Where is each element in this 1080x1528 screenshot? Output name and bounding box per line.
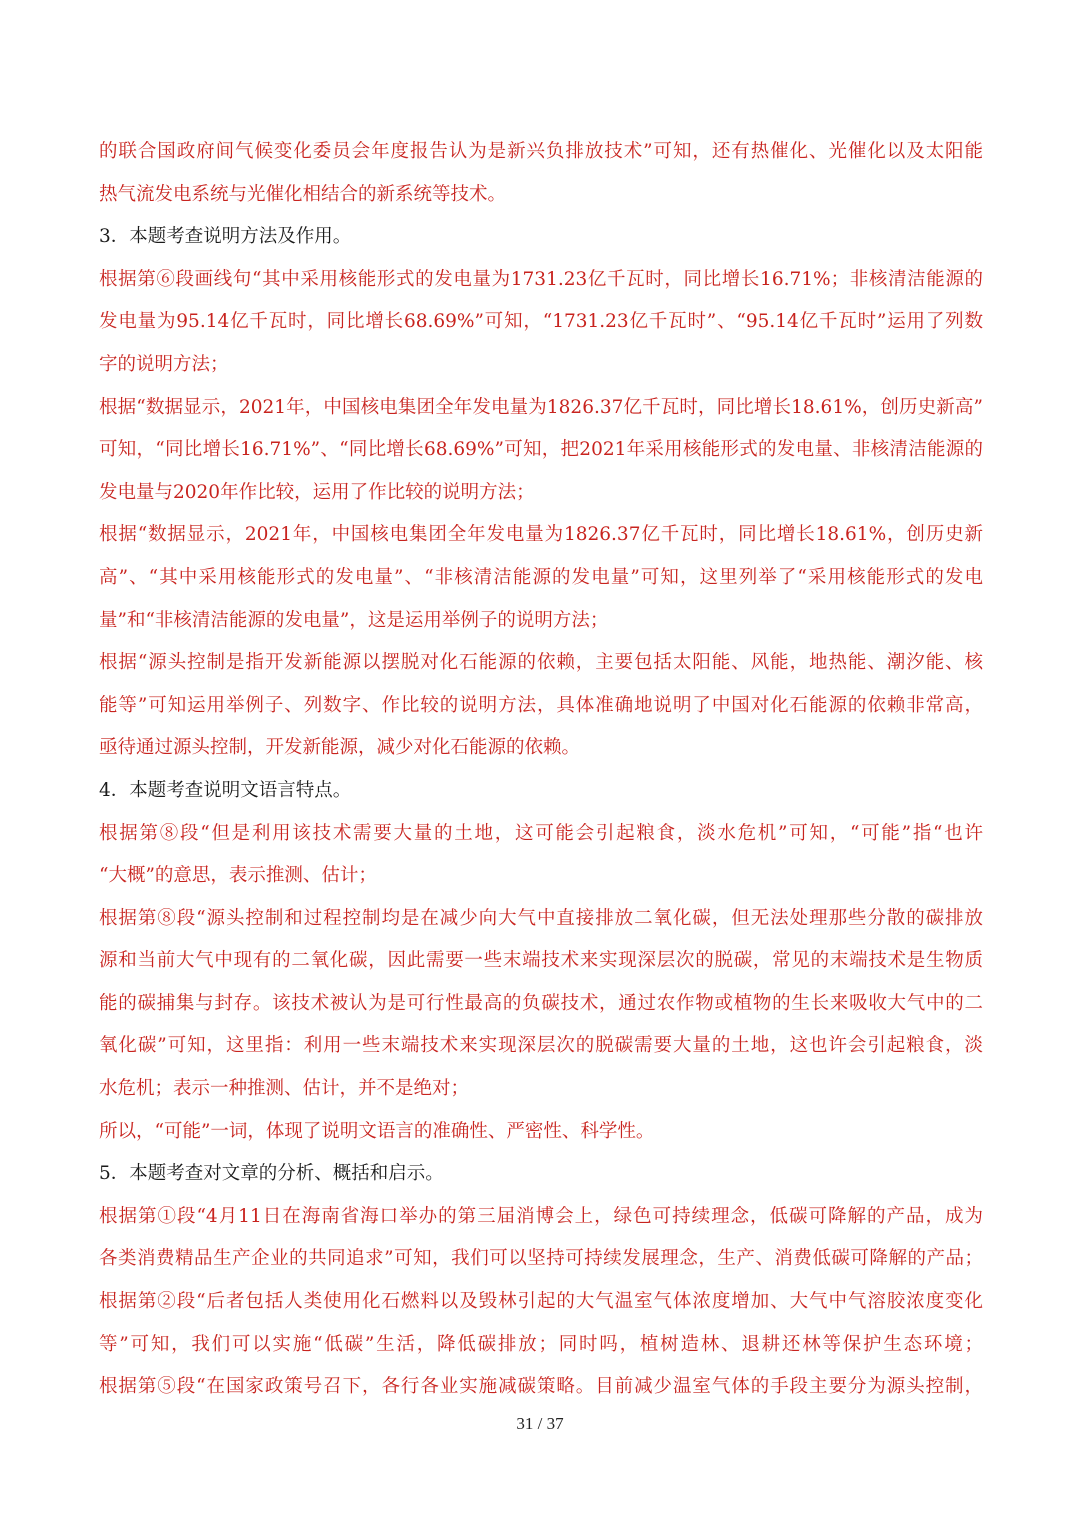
text-line: 源和当前大气中现有的二氧化碳，因此需要一些末端技术来实现深层次的脱碳，常见的末端技术是生物质 (99, 950, 983, 972)
text-line: 根据第⑤段“在国家政策号召下，各行各业实施减碳策略。目前减少温室气体的手段主要分为源头控制， (99, 1376, 983, 1398)
text-line: 量”和“非核清洁能源的发电量”，这是运用举例子的说明方法； (99, 609, 609, 631)
text-line: 各类消费精品生产企业的共同追求”可知，我们可以坚持可持续发展理念，生产、消费低碳可降解的产品； (99, 1248, 983, 1270)
text-line: 所以，“可能”一词，体现了说明文语言的准确性、严密性、科学性。 (99, 1120, 655, 1142)
text-line: 根据第⑧段“但是利用该技术需要大量的土地，这可能会引起粮食，淡水危机”可知，“可能”指“也许 (99, 822, 983, 844)
text-line: 根据“数据显示，2021年，中国核电集团全年发电量为1826.37亿千瓦时，同比增长18.61%，创历史新 (99, 524, 983, 546)
text-line: 氧化碳”可知，这里指：利用一些末端技术来实现深层次的脱碳需要大量的土地，这也许会引起粮食，淡 (99, 1035, 983, 1057)
text-line: 水危机；表示一种推测、估计，并不是绝对； (99, 1078, 470, 1100)
text-line: 能等”可知运用举例子、列数字、作比较的说明方法，具体准确地说明了中国对化石能源的依赖非常高， (99, 694, 983, 716)
text-line: 热气流发电系统与光催化相结合的新系统等技术。 (99, 183, 507, 205)
text-line: 能的碳捕集与封存。该技术被认为是可行性最高的负碳技术，通过农作物或植物的生长来吸收大气中的二 (99, 992, 983, 1014)
text-line: 亟待通过源头控制，开发新能源，减少对化石能源的依赖。 (99, 737, 581, 759)
text-line: 高”、“其中采用核能形式的发电量”、“非核清洁能源的发电量”可知，这里列举了“采用核能形式的发电 (99, 566, 983, 588)
section-heading: 3．本题考查说明方法及作用。 (99, 226, 352, 248)
text-line: 发电量为95.14亿千瓦时，同比增长68.69%”可知，“1731.23亿千瓦时”、“95.14亿千瓦时”运用了列数 (99, 311, 983, 333)
section-heading: 5．本题考查对文章的分析、概括和启示。 (99, 1163, 444, 1185)
text-line: 根据第①段“4月11日在海南省海口举办的第三届消博会上，绿色可持续理念，低碳可降解的产品，成为 (99, 1205, 983, 1227)
text-line: 字的说明方法； (99, 353, 229, 375)
text-line: 等”可知，我们可以实施“低碳”生活，降低碳排放；同时吗，植树造林、退耕还林等保护生态环境； (99, 1333, 983, 1355)
text-line: 的联合国政府间气候变化委员会年度报告认为是新兴负排放技术”可知，还有热催化、光催化以及太阳能 (99, 141, 983, 162)
text-line: 根据第⑥段画线句“其中采用核能形式的发电量为1731.23亿千瓦时，同比增长16.71%；非核清洁能源的 (99, 268, 983, 290)
page-number: 31 / 37 (516, 1414, 564, 1433)
text-line: 根据第⑧段“源头控制和过程控制均是在减少向大气中直接排放二氧化碳，但无法处理那些分散的碳排放 (99, 907, 983, 929)
section-heading: 4．本题考查说明文语言特点。 (99, 779, 352, 801)
answer-text-body (99, 131, 983, 1409)
text-line: 根据第②段“后者包括人类使用化石燃料以及毁林引起的大气温室气体浓度增加、大气中气溶胶浓度变化 (99, 1291, 983, 1313)
text-line: 根据“数据显示，2021年，中国核电集团全年发电量为1826.37亿千瓦时，同比增长18.61%，创历史新高” (99, 396, 983, 418)
text-line: 发电量与2020年作比较，运用了作比较的说明方法； (99, 481, 535, 503)
text-line: 根据“源头控制是指开发新能源以摆脱对化石能源的依赖，主要包括太阳能、风能，地热能、潮汐能、核 (99, 652, 983, 674)
text-line: 可知，“同比增长16.71%”、“同比增长68.69%”可知，把2021年采用核能形式的发电量、非核清洁能源的 (99, 439, 983, 461)
text-line: “大概”的意思，表示推测、估计； (99, 865, 377, 887)
